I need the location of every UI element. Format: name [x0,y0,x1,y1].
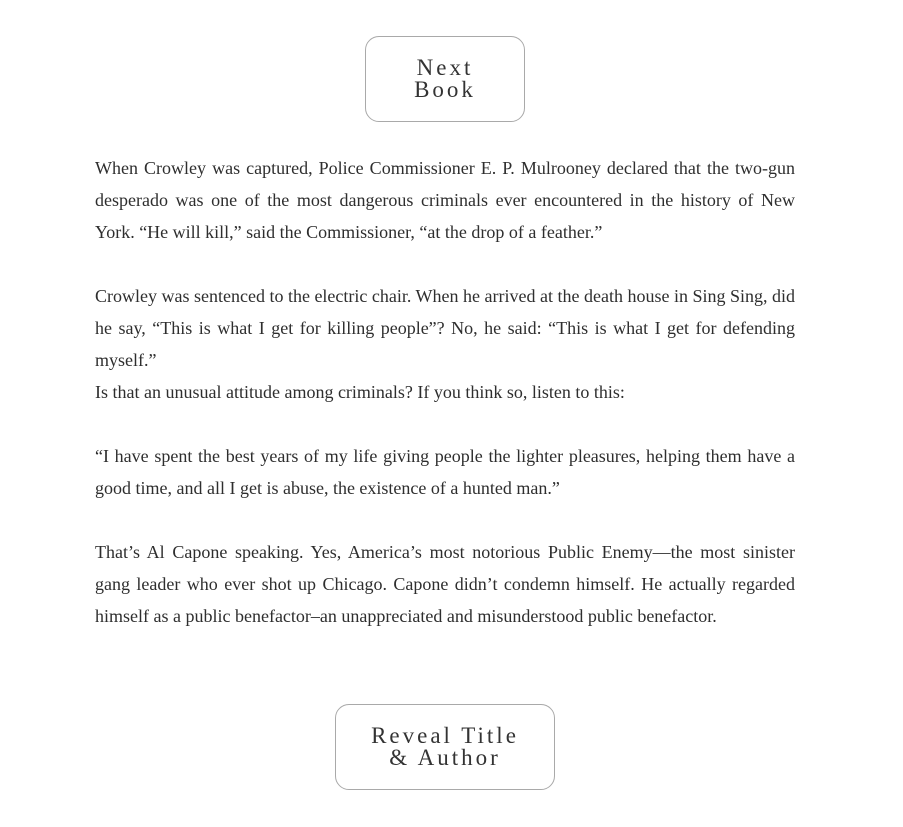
excerpt-paragraph: When Crowley was captured, Police Commissioner E. P. Mulrooney declared that the two-gun desperado was one of the most dangerous criminals ever encountered in the history of New York. “He will kill,” said the Commissioner, “at the drop of a feather.” [95,158,795,242]
reveal-label-line1: Reveal Title [371,723,519,748]
next-book-button[interactable] [365,36,525,122]
excerpt-paragraph: Is that an unusual attitude among criminals? If you think so, listen to this: [95,382,625,402]
book-excerpt [95,152,795,632]
reveal-button-label [371,725,519,769]
reveal-title-author-button[interactable] [335,704,555,790]
excerpt-paragraph: That’s Al Capone speaking. Yes, America’s most notorious Public Enemy—the most sinister gang leader who ever shot up Chicago. Capone didn’t condemn himself. He actually regarded himself as a public benefactor–an unappreciated and misunderstood public benefactor. [95,542,795,626]
next-book-label-line2: Book [414,77,476,102]
reveal-label-line2: & Author [389,745,501,770]
excerpt-paragraph: “I have spent the best years of my life giving people the lighter pleasures, helping them have a good time, and all I get is abuse, the existence of a hunted man.” [95,446,795,498]
excerpt-paragraph: Crowley was sentenced to the electric chair. When he arrived at the death house in Sing Sing, did he say, “This is what I get for killing people”? No, he said: “This is what I get for defending myself.” [95,286,795,370]
next-book-button-label [414,57,476,101]
next-book-label-line1: Next [416,55,474,80]
